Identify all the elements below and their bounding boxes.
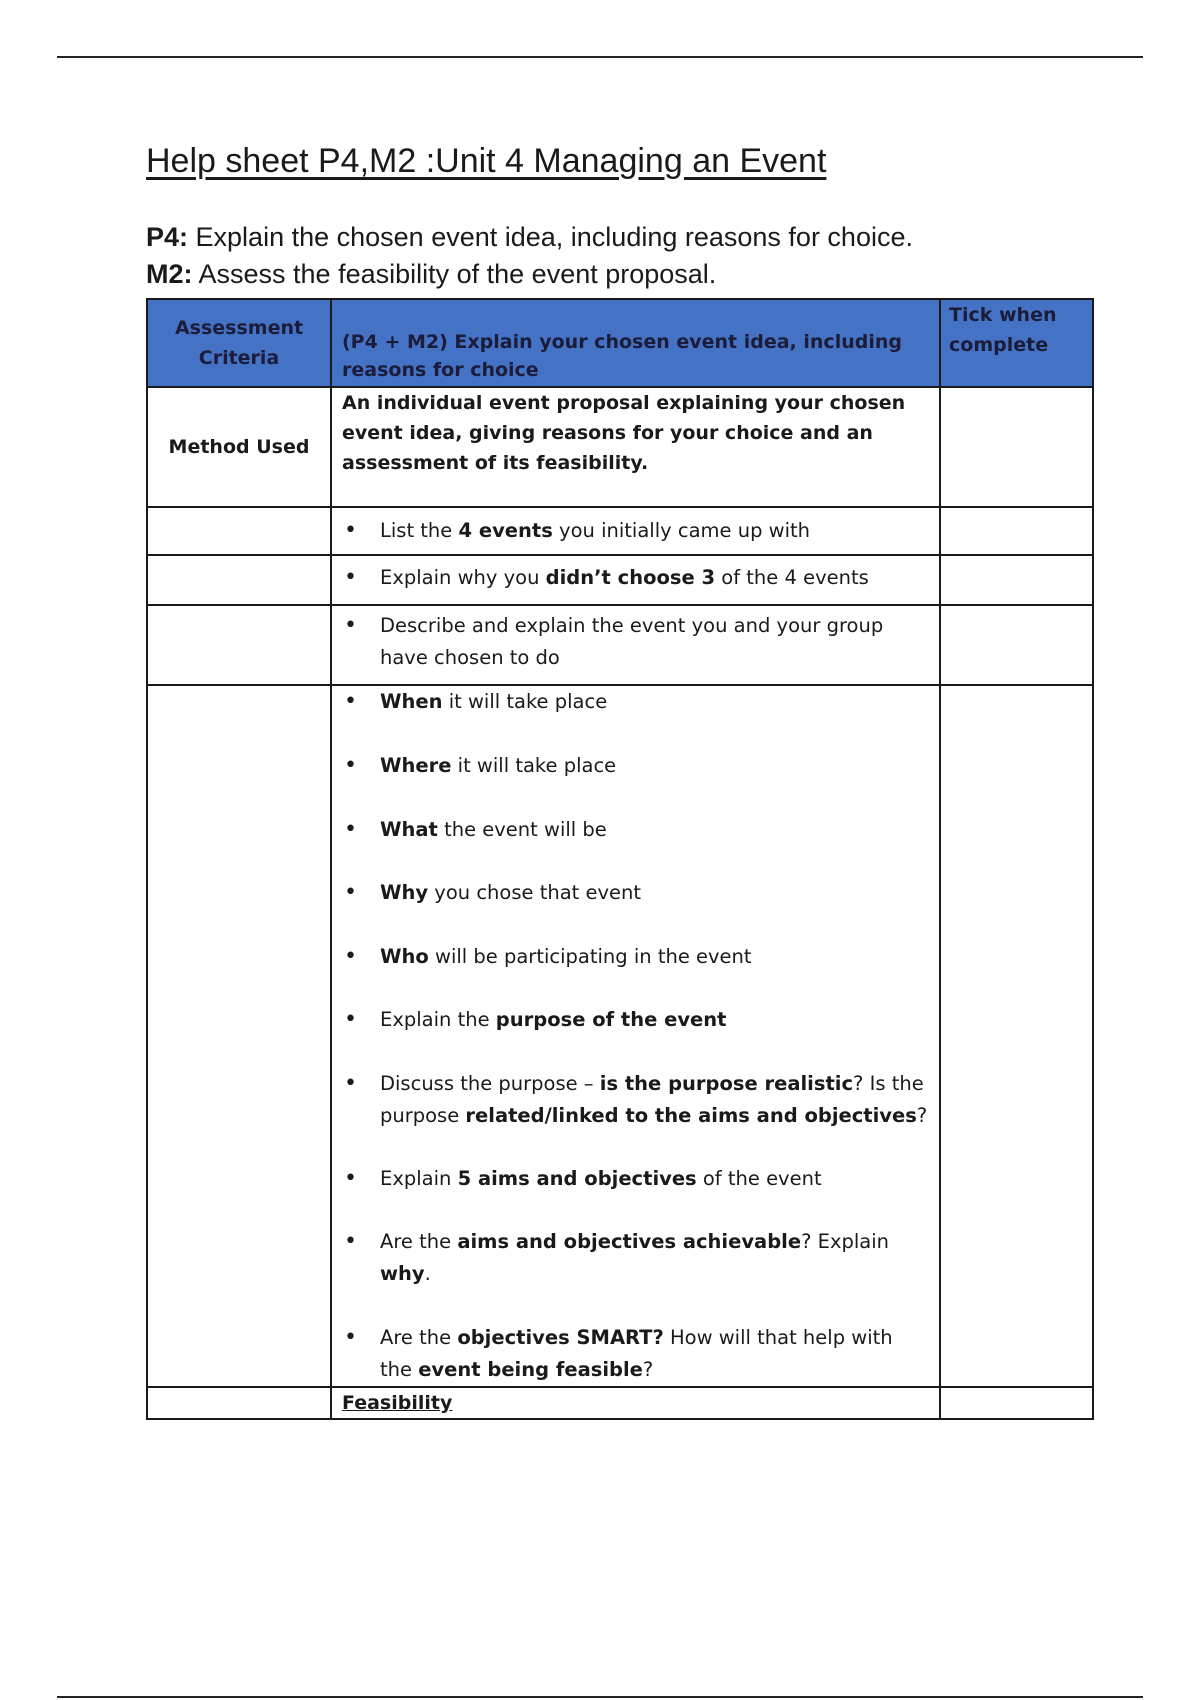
tick-cell[interactable] <box>940 555 1093 605</box>
list-item: • Where it will take place <box>342 750 929 782</box>
criteria-cell <box>147 685 331 1387</box>
bullet-icon: • <box>344 1325 357 1350</box>
criteria-p4-label: P4: <box>146 222 189 252</box>
list-item: • When it will take place <box>342 686 929 718</box>
task-cell <box>331 605 940 685</box>
list-item: • Explain 5 aims and objectives of the event <box>342 1163 929 1195</box>
table-row <box>147 685 1093 1387</box>
page-title: Help sheet P4,M2 :Unit 4 Managing an Event <box>146 142 827 180</box>
bullet-icon: • <box>344 1071 357 1096</box>
bullet-icon: • <box>344 518 357 543</box>
table-row-feasibility <box>147 1387 1093 1419</box>
table-row <box>147 507 1093 555</box>
list-item: • What the event will be <box>342 814 929 846</box>
bullet-icon: • <box>344 1229 357 1254</box>
assessment-table <box>146 298 1094 1420</box>
criteria-m2 <box>146 259 716 290</box>
tick-cell[interactable] <box>940 1387 1093 1419</box>
criteria-m2-label: M2: <box>146 259 193 289</box>
header-assessment-criteria: Assessment Criteria <box>147 299 331 387</box>
table-row <box>147 555 1093 605</box>
criteria-cell <box>147 507 331 555</box>
task-cell <box>331 555 940 605</box>
criteria-p4-text: Explain the chosen event idea, including reasons for choice. <box>188 222 913 252</box>
method-used-label: Method Used <box>147 387 331 507</box>
tick-cell[interactable] <box>940 605 1093 685</box>
header-task: (P4 + M2) Explain your chosen event idea, including reasons for choice <box>331 299 940 387</box>
criteria-p4 <box>146 222 913 253</box>
bullet-icon: • <box>344 1007 357 1032</box>
criteria-cell <box>147 605 331 685</box>
table-row <box>147 605 1093 685</box>
bullet-icon: • <box>344 944 357 969</box>
top-rule <box>57 56 1143 58</box>
criteria-m2-text: Assess the feasibility of the event proposal. <box>192 259 717 289</box>
tick-cell[interactable] <box>940 507 1093 555</box>
table-header-row <box>147 299 1093 387</box>
task-cell <box>331 507 940 555</box>
bottom-rule <box>57 1696 1143 1698</box>
list-item: • Describe and explain the event you and your group have chosen to do <box>342 610 929 674</box>
header-tick-when-complete: Tick when complete <box>940 299 1093 387</box>
list-item: • Who will be participating in the event <box>342 941 929 973</box>
list-item: • Explain why you didn’t choose 3 of the 4 events <box>342 562 929 594</box>
bullet-icon: • <box>344 613 357 638</box>
bullet-icon: • <box>344 565 357 590</box>
bullet-icon: • <box>344 880 357 905</box>
method-description: An individual event proposal explaining your chosen event idea, giving reasons for your choice and an assessment of its feasibility. <box>331 387 940 507</box>
bullet-icon: • <box>344 753 357 778</box>
task-cell <box>331 685 940 1387</box>
criteria-cell <box>147 1387 331 1419</box>
list-item: • Discuss the purpose – is the purpose realistic? Is the purpose related/linked to the aims and objectives? <box>342 1068 929 1132</box>
bullet-icon: • <box>344 817 357 842</box>
bullet-icon: • <box>344 1166 357 1191</box>
tick-cell[interactable] <box>940 387 1093 507</box>
bullet-icon: • <box>344 689 357 714</box>
list-item: • Explain the purpose of the event <box>342 1004 929 1036</box>
table-row-method <box>147 387 1093 507</box>
list-item: • Why you chose that event <box>342 877 929 909</box>
list-item: • Are the objectives SMART? How will that help with the event being feasible? <box>342 1322 929 1386</box>
list-item: • Are the aims and objectives achievable? Explain why. <box>342 1226 929 1290</box>
tick-cell[interactable] <box>940 685 1093 1387</box>
feasibility-heading: Feasibility <box>331 1387 940 1419</box>
criteria-cell <box>147 555 331 605</box>
list-item: • List the 4 events you initially came up with <box>342 515 929 547</box>
